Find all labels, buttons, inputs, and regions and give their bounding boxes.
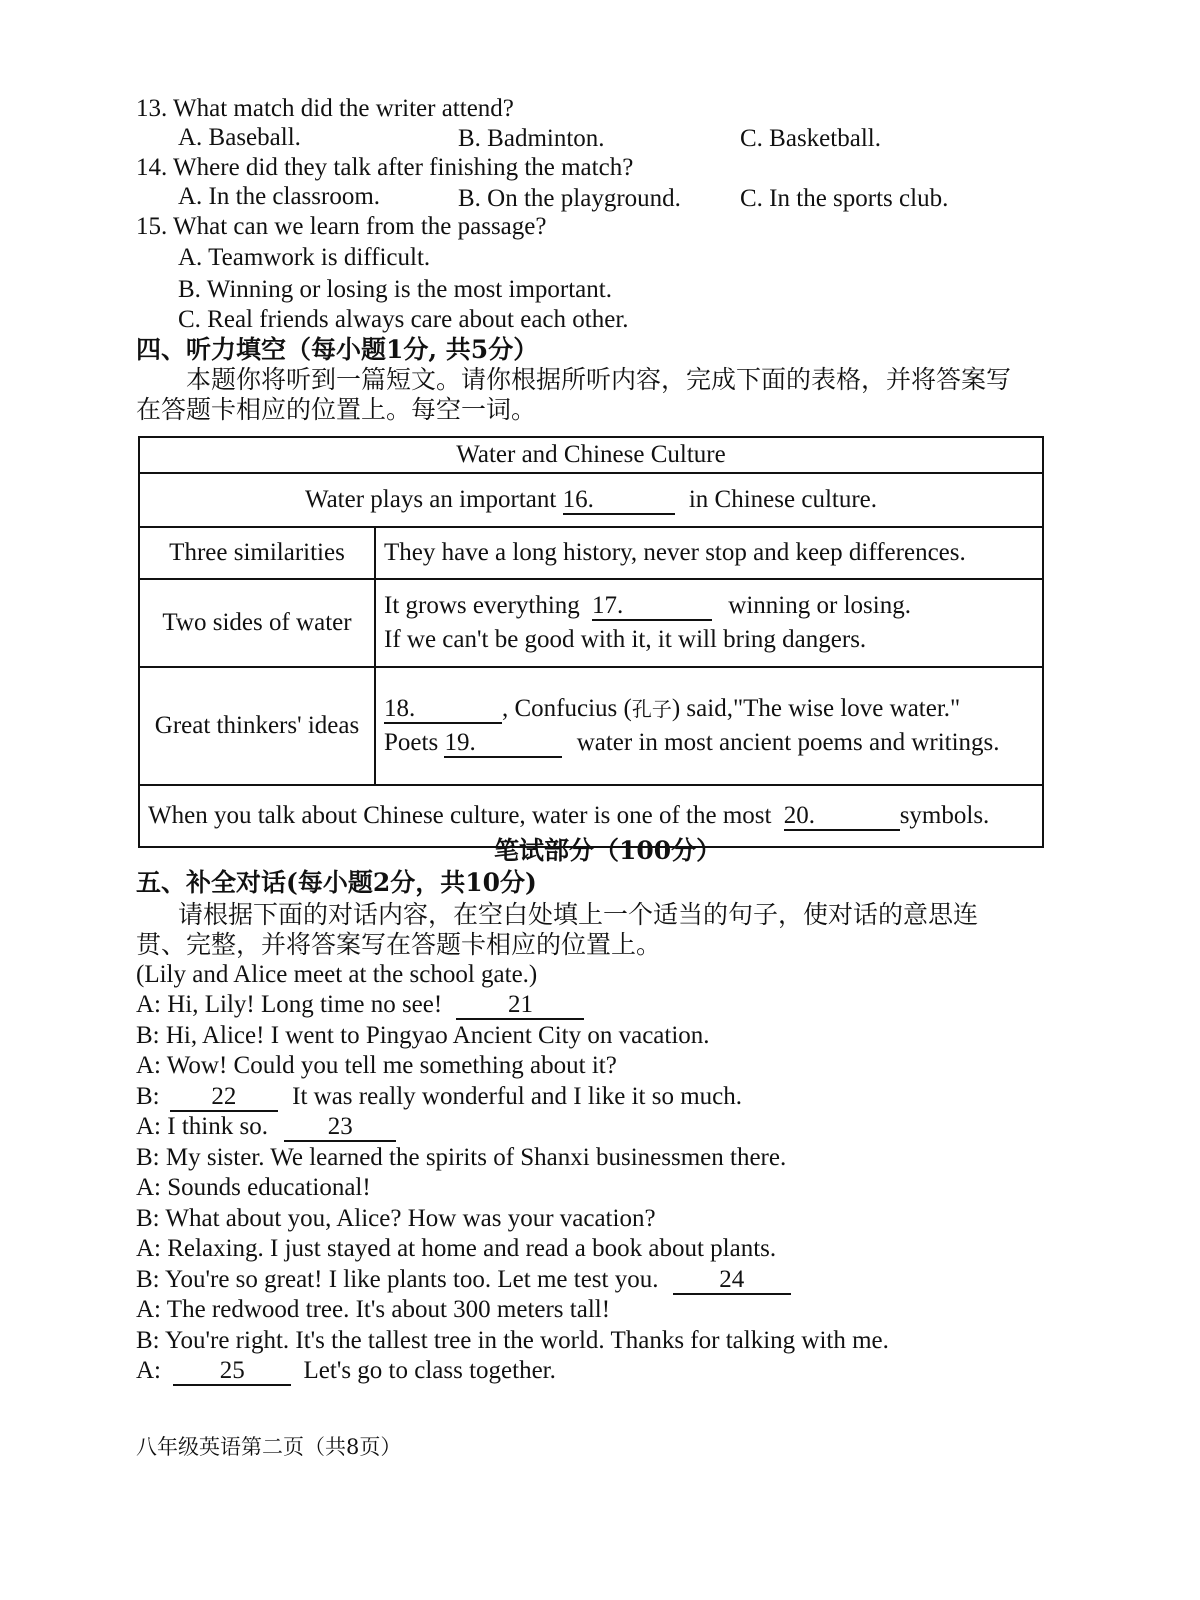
question-15-option-c: C. Real friends always care about each other. xyxy=(178,306,629,333)
dialogue-line-3: A: Wow! Could you tell me something about it? xyxy=(136,1052,617,1079)
row3-line2: If we can't be good with it, it will bring dangers. xyxy=(384,626,867,653)
question-14-option-c: C. In the sports club. xyxy=(740,185,949,212)
dialogue-line-11: A: The redwood tree. It's about 300 meters tall! xyxy=(136,1296,611,1323)
table-row-importance xyxy=(139,473,1043,527)
section-5-heading: 五、补全对话(每小题2分，共10分) xyxy=(136,868,537,897)
question-13-stem: 13. What match did the writer attend? xyxy=(136,95,514,122)
dialogue-line-2: B: Hi, Alice! I went to Pingyao Ancient City on vacation. xyxy=(136,1022,710,1049)
question-15-stem: 15. What can we learn from the passage? xyxy=(136,213,547,240)
row1-before: Water plays an important xyxy=(304,485,557,513)
row4-line2-after: water in most ancient poems and writings. xyxy=(576,729,1000,756)
dialogue-line-13 xyxy=(136,1356,556,1386)
question-14-option-b: B. On the playground. xyxy=(458,185,681,212)
dialogue-line-13-after: Let's go to class together. xyxy=(303,1357,556,1384)
row5-after: symbols. xyxy=(899,801,990,829)
blank-16: 16. xyxy=(563,487,675,515)
label-two-sides: Two sides of water xyxy=(139,579,375,667)
blank-22: 22 xyxy=(170,1084,278,1112)
section-4-instruction-line2: 在答题卡相应的位置上。每空一词。 xyxy=(136,395,537,424)
dialogue-scene: (Lily and Alice meet at the school gate.) xyxy=(136,961,538,988)
question-13-option-b: B. Badminton. xyxy=(458,125,605,152)
blank-24: 24 xyxy=(673,1267,791,1295)
dialogue-line-6: B: My sister. We learned the spirits of Shanxi businessmen there. xyxy=(136,1144,787,1171)
section-4-instruction-line1: 本题你将听到一篇短文。请你根据所听内容，完成下面的表格，并将答案写 xyxy=(186,365,1012,394)
blank-23: 23 xyxy=(284,1114,396,1142)
dialogue-line-5-text: A: I think so. xyxy=(136,1113,268,1140)
row1-after: in Chinese culture. xyxy=(688,485,878,513)
row3-line1-after: winning or losing. xyxy=(728,592,911,619)
dialogue-line-1-text: A: Hi, Lily! Long time no see! xyxy=(136,991,443,1018)
blank-18: 18. xyxy=(384,696,502,724)
written-part-heading: 笔试部分（100分） xyxy=(494,836,722,865)
blank-21: 21 xyxy=(456,992,584,1020)
cell-great-thinkers xyxy=(375,667,1043,785)
blank-19: 19. xyxy=(444,730,562,758)
section-5-instruction-line2: 贯、完整，并将答案写在答题卡相应的位置上。 xyxy=(136,930,662,959)
dialogue-line-12: B: You're right. It's the tallest tree in the world. Thanks for talking with me. xyxy=(136,1327,889,1354)
dialogue-line-5 xyxy=(136,1112,396,1142)
question-15-option-a: A. Teamwork is difficult. xyxy=(178,244,431,271)
blank-17: 17. xyxy=(592,593,712,621)
dialogue-line-1 xyxy=(136,990,584,1020)
blank-20: 20. xyxy=(784,803,900,831)
label-great-thinkers: Great thinkers' ideas xyxy=(139,667,375,785)
label-three-similarities: Three similarities xyxy=(139,527,375,579)
row3-line1-before: It grows everything xyxy=(384,592,580,619)
dialogue-line-13-speaker: A: xyxy=(136,1357,161,1384)
dialogue-line-4 xyxy=(136,1082,742,1112)
dialogue-line-4-after: It was really wonderful and I like it so much. xyxy=(292,1083,743,1110)
row4-line1-after: , Confucius ( xyxy=(502,695,632,722)
section-5-instruction-line1: 请根据下面的对话内容，在空白处填上一个适当的句子，使对话的意思连 xyxy=(178,900,979,929)
dialogue-line-8: B: What about you, Alice? How was your vacation? xyxy=(136,1205,656,1232)
text-three-similarities: They have a long history, never stop and keep differences. xyxy=(375,527,1043,579)
question-15-option-b: B. Winning or losing is the most important. xyxy=(178,276,612,303)
dialogue-line-10-text: B: You're so great! I like plants too. Let me test you. xyxy=(136,1266,659,1293)
table-title: Water and Chinese Culture xyxy=(139,437,1043,473)
question-14-stem: 14. Where did they talk after finishing the match? xyxy=(136,154,634,181)
blank-25: 25 xyxy=(173,1358,291,1386)
question-14-option-a: A. In the classroom. xyxy=(178,183,381,210)
question-13-option-c: C. Basketball. xyxy=(740,125,881,152)
page-footer: 八年级英语第二页（共8页） xyxy=(136,1435,402,1459)
dialogue-line-10 xyxy=(136,1265,791,1295)
dialogue-line-9: A: Relaxing. I just stayed at home and read a book about plants. xyxy=(136,1235,777,1262)
row5-before: When you talk about Chinese culture, water is one of the most xyxy=(148,801,772,829)
row4-line2-before: Poets xyxy=(384,729,439,756)
water-culture-table xyxy=(138,436,1044,848)
dialogue-line-7: A: Sounds educational! xyxy=(136,1174,371,1201)
section-4-heading: 四、听力填空（每小题1分, 共5分） xyxy=(136,335,539,364)
question-13-option-a: A. Baseball. xyxy=(178,124,301,151)
cell-two-sides xyxy=(375,579,1043,667)
dialogue-line-4-speaker: B: xyxy=(136,1083,160,1110)
row4-line1-end: ) said,"The wise love water." xyxy=(671,695,961,722)
confucius-chinese-name: 孔子 xyxy=(631,697,672,721)
